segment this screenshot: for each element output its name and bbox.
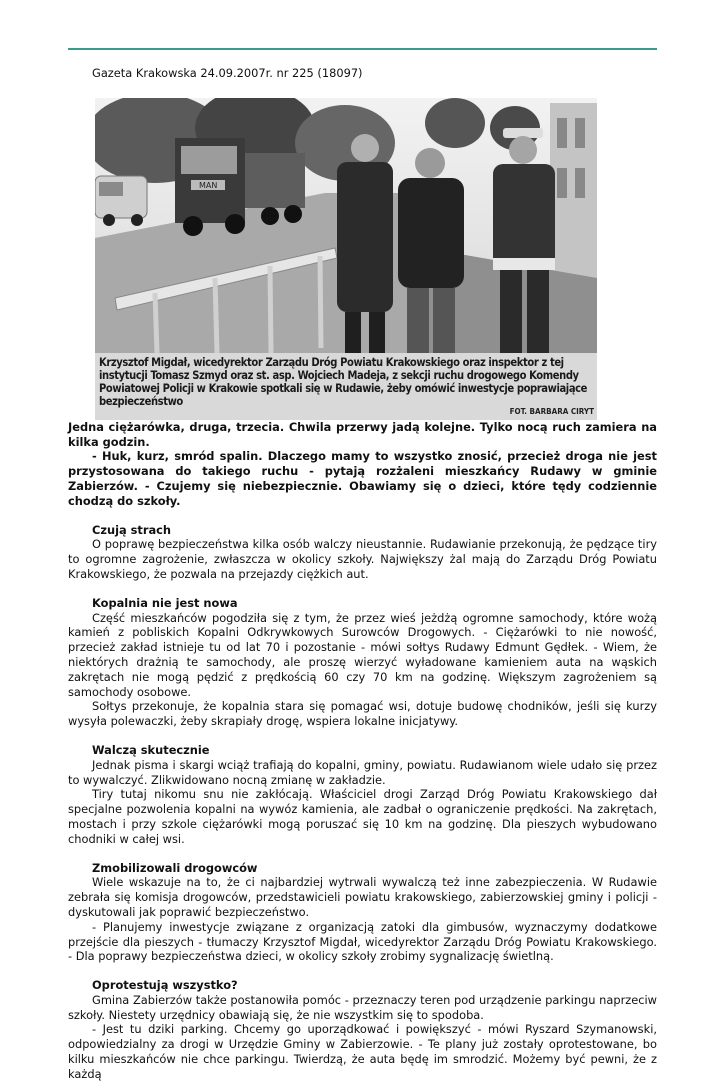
body-paragraph: - Jest tu dziki parking. Chcemy go uporządkować i powiększyć - mówi Ryszard Szymanowski, odpowiedzialny za drogi w Urzędzie Gminy w Zabierzowie. - Te plany już zostały oprotestowane, bo kilku mieszkańców nie chce parkingu. Twierdzą, że auta będę im smrodzić. Możemy być pewni, że z każdą: [68, 1022, 657, 1081]
section-heading: Czują strach: [92, 522, 172, 537]
body-paragraph: Sołtys przekonuje, że kopalnia stara się pomagać wsi, dotuje budowę chodników, jeśli się kurzy wysyła polewaczki, żeby skrapiały drogę, wspiera lokalne inicjatywy.: [68, 699, 657, 729]
truck-badge: MAN: [199, 180, 218, 190]
body-paragraph: Gmina Zabierzów także postanowiła pomóc - przeznaczy teren pod urządzenie parkingu naprzeciw szkoły. Niestety urzędnicy obawiają się, że nie wszystkim się to spodoba.: [68, 992, 657, 1022]
section-heading: Walczą skutecznie: [92, 742, 210, 757]
article-photo: [95, 98, 597, 420]
body-paragraph: - Planujemy inwestycje związane z organizacją zatoki dla gimbusów, wyznaczymy dodatkowe przejście dla pieszych - tłumaczy Krzysztof Migdał, wicedyrektor Zarządu Dróg Powiatu Krakowskiego. - Dla poprawy bezpieczeństwa dzieci, w okolicy szkoły zrobimy sygnalizację świetlną.: [68, 919, 657, 964]
photo-caption-text: Krzysztof Migdał, wicedyrektor Zarządu Dróg Powiatu Krakowskiego oraz inspektor z tej instytucji Tomasz Szmyd oraz st. asp. Wojciech Madeja, z sekcji ruchu drogowego Komendy Powiatowej Policji w Krakowie spotkali się w Rudawie, żeby omówić inwestycje poprawiające bezpieczeństwo: [99, 355, 588, 408]
photo-image: [95, 98, 597, 358]
body-paragraph: O poprawę bezpieczeństwa kilka osób walczy nieustannie. Rudawianie przekonują, że pędzące tiry to ogromne zagrożenie, zwłaszcza w okolicy szkoły. Największy żal mają do Zarządu Dróg Powiatu Krakowskiego, że pozwala na przejazdy ciężkich aut.: [68, 537, 657, 581]
photo-caption: [95, 353, 597, 420]
top-rule: [68, 48, 657, 50]
section-heading: Kopalnia nie jest nowa: [92, 595, 238, 610]
photo-credit: FOT. BARBARA CIRYT: [509, 406, 594, 416]
article-lead: [68, 420, 657, 509]
article-page: [68, 66, 657, 1082]
body-paragraph: Wiele wskazuje na to, że ci najbardziej wytrwali wywalczą też inne zabezpieczenia. W Rudawie zebrała się komisja drogowców, przedstawicieli powiatu krakowskiego, zabierzowskiej gminy i policji - dyskutowali jak poprawić bezpieczeństwo.: [68, 875, 657, 919]
lead-paragraph: - Huk, kurz, smród spalin. Dlaczego mamy to wszystko znosić, przecież droga nie jest przystosowana do takiego ruchu - pytają rozżaleni mieszkańcy Rudawy w gminie Zabierzów. - Czujemy się niebezpiecznie. Obawiamy się o dzieci, które tędy codziennie chodzą do szkoły.: [68, 449, 657, 508]
section-heading: Zmobilizowali drogowców: [92, 860, 258, 875]
lead-paragraph: Jedna ciężarówka, druga, trzecia. Chwila przerwy jadą kolejne. Tylko nocą ruch zamiera na kilka godzin.: [68, 419, 657, 449]
article-source: Gazeta Krakowska 24.09.2007r. nr 225 (18097): [92, 66, 363, 80]
section-heading: Oprotestują wszystko?: [92, 978, 238, 993]
body-paragraph: Tiry tutaj nikomu snu nie zakłócają. Właściciel drogi Zarząd Dróg Powiatu Krakowskiego dał specjalne pozwolenia kopalni na wywóz kamienia, ale zadbał o ograniczenie prędkości. Na zakrętach, mostach i przy szkole ciężarówki mogą poruszać się 10 km na godzinę. Dla pieszych wybudowano chodniki w całej wsi.: [68, 787, 657, 846]
body-paragraph: Część mieszkańców pogodziła się z tym, że przez wieś jeżdżą ogromne samochody, które wożą kamień z pobliskich Kopalni Odkrywkowych Surowców Drogowych. - Ciężarówki to nie nowość, przecież zakład istnieje tu od lat 70 i pozostanie - mówi sołtys Rudawy Edmunt Gędłek. - Wiem, że niektórych drażnią te samochody, ale proszę wierzyć wyładowane kamieniem auta na wąskich zakrętach nie mogą pędzić z prędkością 60 czy 70 km na godzinę. Większym zagrożeniem są samochody osobowe.: [68, 610, 657, 699]
body-paragraph: Jednak pisma i skargi wciąż trafiają do kopalni, gminy, powiatu. Rudawianom wiele udało się przez to wywalczyć. Zlikwidowano nocną zmianę w zakładzie.: [68, 757, 657, 787]
